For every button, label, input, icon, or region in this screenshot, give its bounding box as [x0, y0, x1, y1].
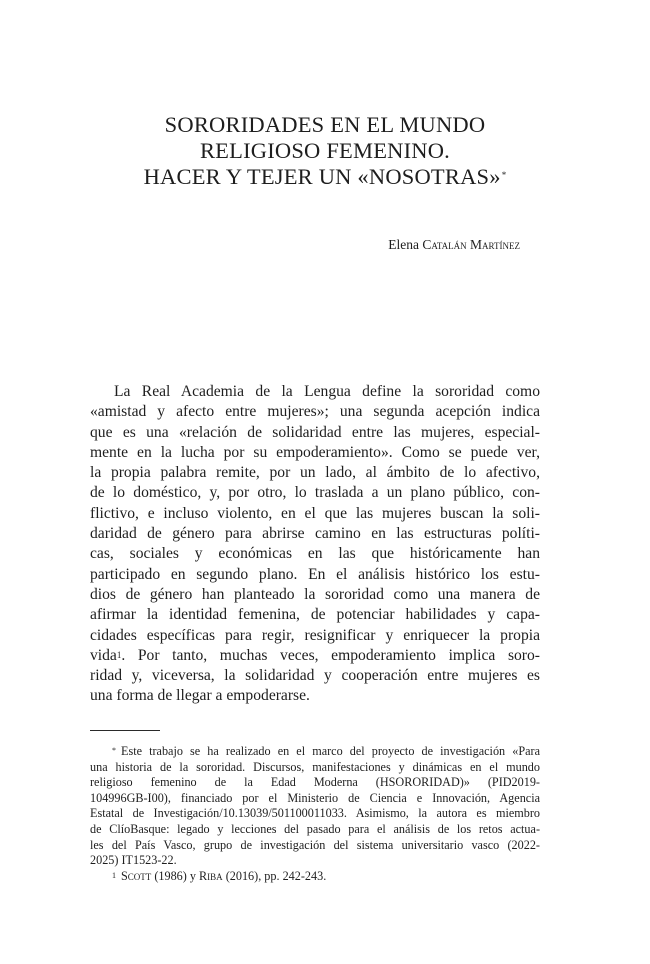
footnote-ref-1: 1: [116, 649, 122, 660]
body-line-end: . Por tanto, muchas veces, empoderamiento implica soro-: [121, 646, 540, 664]
footnote-author-2: Riba: [199, 868, 223, 883]
body-line: dios de género han planteado la sororidad como una manera de: [90, 585, 540, 603]
title-line-3-text: HACER Y TEJER UN «NOSOTRAS»: [143, 164, 501, 189]
footnote-author-1: Scott: [121, 868, 152, 883]
author-first-name: Elena: [388, 237, 420, 252]
footnote-mark-1: 1: [112, 870, 116, 880]
chapter-title: [90, 112, 560, 190]
body-line: mente en la lucha por su empoderamiento». Como se puede ver,: [90, 443, 540, 461]
title-line-1: SORORIDADES EN EL MUNDO: [164, 112, 486, 137]
body-line: daridad de género para abrirse camino en las estructuras políti-: [90, 525, 540, 543]
footnote-separator: [90, 730, 160, 731]
body-line: ridad y, viceversa, la solidaridad y cooperación entre mujeres es: [90, 667, 540, 685]
body-line: participado en segundo plano. En el análisis histórico los estu-: [90, 565, 540, 583]
footnote-text: Este trabajo se ha realizado en el marco del proyecto de investigación «Para: [121, 744, 540, 758]
title-line-2: RELIGIOSO FEMENINO.: [199, 138, 451, 163]
footnote-line: de ClíoBasque: legado y lecciones del pasado para el análisis de los retos actua-: [90, 821, 540, 836]
author-surname: Catalán Martínez: [422, 237, 520, 252]
footnote-2: [90, 869, 540, 885]
body-line: de lo doméstico, y, por otro, lo traslada a un plano público, con-: [90, 484, 540, 502]
footnote-line: les del País Vasco, grupo de investigación del sistema universitario vasco (2022-: [90, 837, 540, 852]
author-name: [388, 237, 520, 253]
footnote-mark-asterisk: *: [112, 746, 116, 755]
body-line: La Real Academia de la Lengua define la sororidad como: [114, 383, 540, 400]
body-line: afirmar la identidad femenina, de potenciar habilidades y capa-: [90, 606, 540, 624]
body-line: [90, 646, 540, 666]
footnote-line: religioso femenino de la Edad Moderna (HSORORIDAD)» (PID2019-: [90, 775, 540, 790]
body-line: cas, sociales y económicas en las que históricamente han: [90, 545, 540, 563]
footnote-line: [90, 744, 540, 760]
footnotes: [90, 744, 540, 884]
title-line-3: [90, 164, 560, 190]
body-paragraph: [90, 382, 540, 707]
title-footnote-mark: *: [501, 170, 507, 180]
body-line: flictivo, e incluso violento, en el que las mujeres buscan la soli-: [90, 504, 540, 522]
body-line: una forma de llegar a empoderarse.: [90, 687, 310, 705]
body-line-start: vida: [90, 646, 117, 664]
footnote-line: 104996GB-I00), financiado por el Ministerio de Ciencia e Innovación, Agencia: [90, 790, 540, 805]
footnote-year-1: (1986) y: [154, 868, 196, 883]
footnote-line: 2025) IT1523-22.: [90, 853, 177, 868]
body-line: la propia palabra remite, por un lado, al ámbito de lo afectivo,: [90, 464, 540, 482]
body-line: que es una «relación de solidaridad entre las mujeres, especial-: [90, 423, 540, 441]
footnote-rest: (2016), pp. 242-243.: [225, 868, 327, 883]
body-line: cidades específicas para regir, resignificar y enriquecer la propia: [90, 626, 540, 644]
footnote-line: una historia de la sororidad. Discursos, manifestaciones y dinámicas en el mundo: [90, 759, 540, 774]
footnote-line: Estatal de Investigación/10.13039/501100011033. Asimismo, la autora es miembro: [90, 806, 540, 821]
body-line: «amistad y afecto entre mujeres»; una segunda acepción indica: [90, 403, 540, 421]
